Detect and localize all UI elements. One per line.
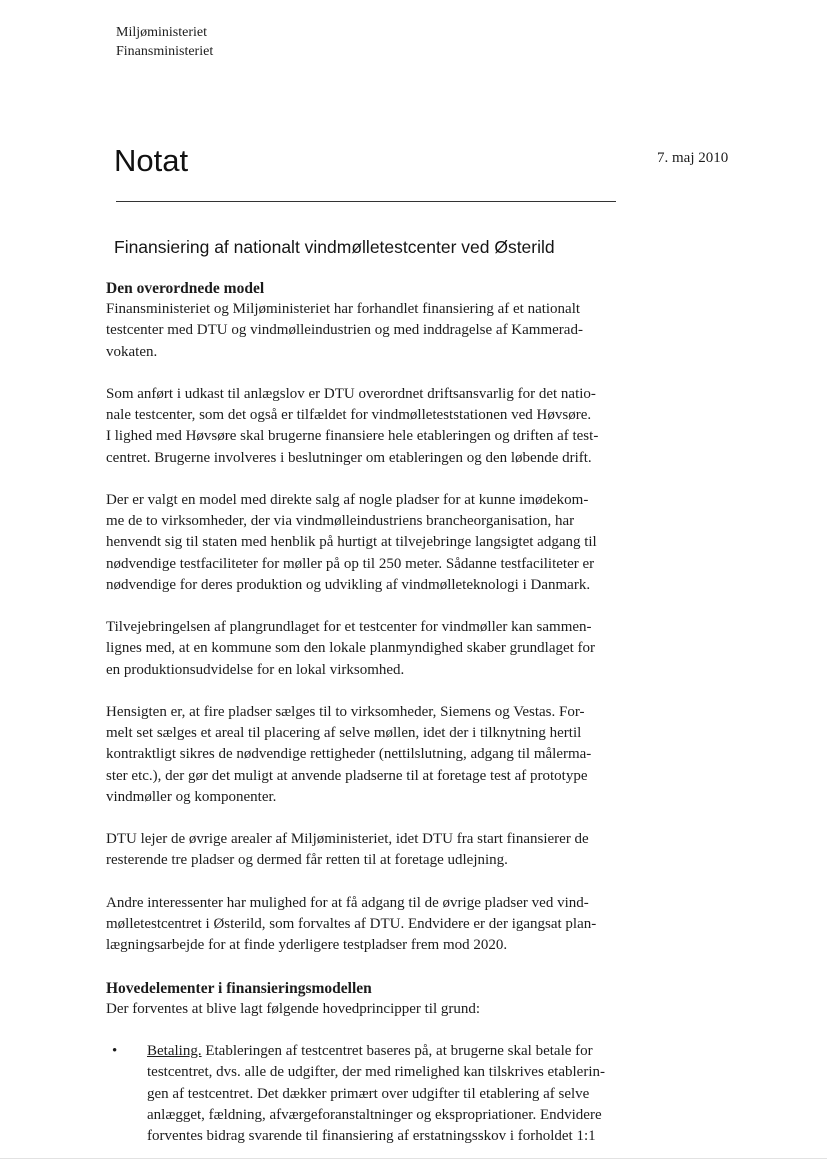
- bullet-term: Betaling.: [147, 1043, 202, 1060]
- text-line: melt set sælges et areal til placering af selve møllen, idet der i tilknytning hertil: [106, 725, 582, 742]
- bullet-first-line: [147, 1041, 646, 1062]
- text-line: lægningsarbejde for at finde yderligere testpladser frem mod 2020.: [106, 937, 508, 954]
- section-heading-main-elements: Hovedelementer i finansieringsmodellen: [106, 979, 372, 997]
- text-line: henvendt sig til staten med henblik på hurtigt at tilvejebringe langsigtet adgang til: [106, 534, 597, 551]
- text-line: nødvendige for deres produktion og udvikling af vindmølleteknologi i Danmark.: [106, 576, 591, 593]
- paragraph-3: [106, 490, 646, 596]
- text-line: forventes bidrag svarende til finansiering af erstatningsskov i forholdet 1:1: [147, 1128, 596, 1144]
- paragraph-1: [106, 299, 646, 363]
- sender-line-miljoministeriet: Miljøministeriet: [116, 25, 207, 40]
- document-date: 7. maj 2010: [657, 150, 729, 166]
- text-line: nødvendige testfaciliteter for møller på op til 250 meter. Sådanne testfaciliteter er: [106, 555, 595, 572]
- text-line: Finansministeriet og Miljøministeriet har forhandlet finansiering af et nationalt: [106, 301, 581, 318]
- text-line: I lighed med Høvsøre skal brugerne finansiere hele etableringen og driften af test-: [106, 428, 599, 445]
- text-line: ster etc.), der gør det muligt at anvende pladserne til at foretage test af prototype: [106, 767, 588, 784]
- text-line: gen af testcentret. Det dækker primært over udgifter til etablering af selve: [147, 1085, 590, 1102]
- text-line: Der er valgt en model med direkte salg af nogle pladser for at kunne imødekom-: [106, 492, 589, 508]
- paragraph-2: [106, 384, 646, 469]
- text-line: kontraktligt sikres de nødvendige rettigheder (nettilslutning, adgang til målerma-: [106, 746, 592, 763]
- text-line: DTU lejer de øvrige arealer af Miljøministeriet, idet DTU fra start finansierer de: [106, 831, 589, 848]
- bullet-item-betaling: [106, 1041, 646, 1147]
- text-line: testcentret, dvs. alle de udgifter, der med rimelighed kan tilskrives etablerin-: [147, 1064, 605, 1081]
- text-line: mølletestcentret i Østerild, som forvaltes af DTU. Endvidere er der igangsat plan-: [106, 916, 597, 932]
- text-line: resterende tre pladser og dermed får retten til at foretage udlejning.: [106, 852, 508, 869]
- bullet-marker: •: [112, 1043, 118, 1060]
- text-line: nale testcenter, som det også er tilfældet for vindmølleteststationen ved Høvsøre.: [106, 407, 592, 424]
- text-line: Hensigten er, at fire pladser sælges til to virksomheder, Siemens og Vestas. For-: [106, 704, 585, 720]
- text-line: Som anført i udkast til anlægslov er DTU overordnet driftsansvarlig for det natio-: [106, 386, 596, 402]
- sender-line-finansministeriet: Finansministeriet: [116, 44, 214, 59]
- text-line: vokaten.: [106, 343, 158, 360]
- document-type-title: Notat: [114, 143, 189, 178]
- document-body: [106, 278, 646, 1147]
- header-divider: [116, 201, 616, 202]
- scan-edge-divider: [0, 1158, 827, 1159]
- text-line: centret. Brugerne involveres i beslutninger om etableringen og den løbende drift.: [106, 449, 592, 466]
- text-line: Andre interessenter har mulighed for at få adgang til de øvrige pladser ved vind-: [106, 894, 589, 911]
- text-line: Tilvejebringelsen af plangrundlaget for et testcenter for vindmøller kan sammen-: [106, 619, 592, 636]
- text-line: vindmøller og komponenter.: [106, 788, 277, 805]
- bullet-first-line-text: Etableringen af testcentret baseres på, at brugerne skal betale for: [201, 1043, 593, 1060]
- text-line: me de to virksomheder, der via vindmølleindustriens brancheorganisation, har: [106, 513, 575, 530]
- paragraph-6: [106, 829, 646, 871]
- document-title: Finansiering af nationalt vindmølletestcenter ved Østerild: [114, 237, 555, 257]
- paragraph-4: [106, 617, 646, 681]
- paragraph-7: [106, 893, 646, 957]
- paragraph-5: [106, 702, 646, 808]
- text-line: testcenter med DTU og vindmølleindustrien og med inddragelse af Kammerad-: [106, 322, 583, 339]
- sender-block: [116, 23, 213, 61]
- text-line: lignes med, at en kommune som den lokale planmyndighed skaber grundlaget for: [106, 640, 596, 657]
- text-line: anlægget, fældning, afværgeforanstaltninger og ekspropriationer. Endvidere: [147, 1106, 602, 1123]
- section-intro: Der forventes at blive lagt følgende hovedprincipper til grund:: [106, 1000, 481, 1017]
- text-line: en produktionsudvidelse for en lokal virksomhed.: [106, 661, 405, 678]
- section-heading-model: Den overordnede model: [106, 280, 265, 297]
